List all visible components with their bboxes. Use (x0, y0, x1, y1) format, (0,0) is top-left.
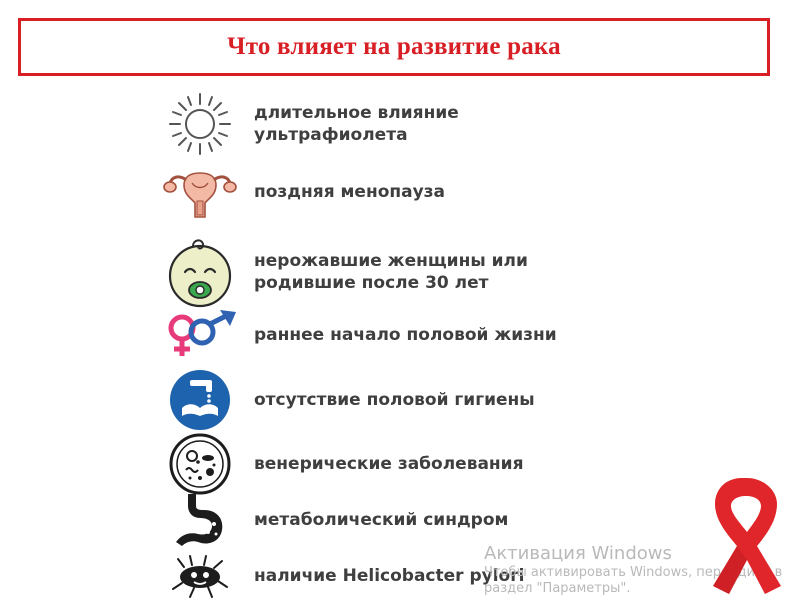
item-label: поздняя менопауза (254, 182, 446, 202)
list-item (160, 432, 680, 496)
slide-title: Что влияет на развитие рака (227, 33, 561, 60)
list-item (160, 492, 680, 548)
title-box (18, 18, 770, 76)
uterus-icon (160, 163, 240, 221)
item-label: нерожавшие женщины или родившие после 30 лет (254, 251, 528, 293)
item-label: длительное влияние ультрафиолета (254, 103, 459, 145)
item-label: наличие Helicobacter pylori (254, 566, 525, 586)
list-item (160, 96, 680, 152)
watermark-line: раздел "Параметры". (484, 581, 631, 596)
baby-face-icon (160, 236, 240, 308)
watermark-line: Чтобы активировать Windows, перейдите в (484, 565, 783, 580)
list-item (160, 368, 680, 432)
stomach-icon (160, 492, 240, 548)
bacteria-dish-icon (160, 432, 240, 496)
watermark-title: Активация Windows (484, 543, 672, 564)
list-item (160, 552, 783, 600)
gender-symbols-icon (160, 310, 240, 360)
hand-washing-icon (160, 368, 240, 432)
list-item (160, 310, 680, 360)
list-item (160, 236, 680, 308)
bacterium-icon (160, 553, 240, 599)
item-label: метаболический синдром (254, 510, 509, 530)
item-label: венерические заболевания (254, 454, 524, 474)
item-label: отсутствие половой гигиены (254, 390, 535, 410)
item-label: раннее начало половой жизни (254, 325, 557, 345)
sun-icon (160, 92, 240, 156)
list-item (160, 164, 680, 220)
red-ribbon-icon (685, 468, 800, 600)
